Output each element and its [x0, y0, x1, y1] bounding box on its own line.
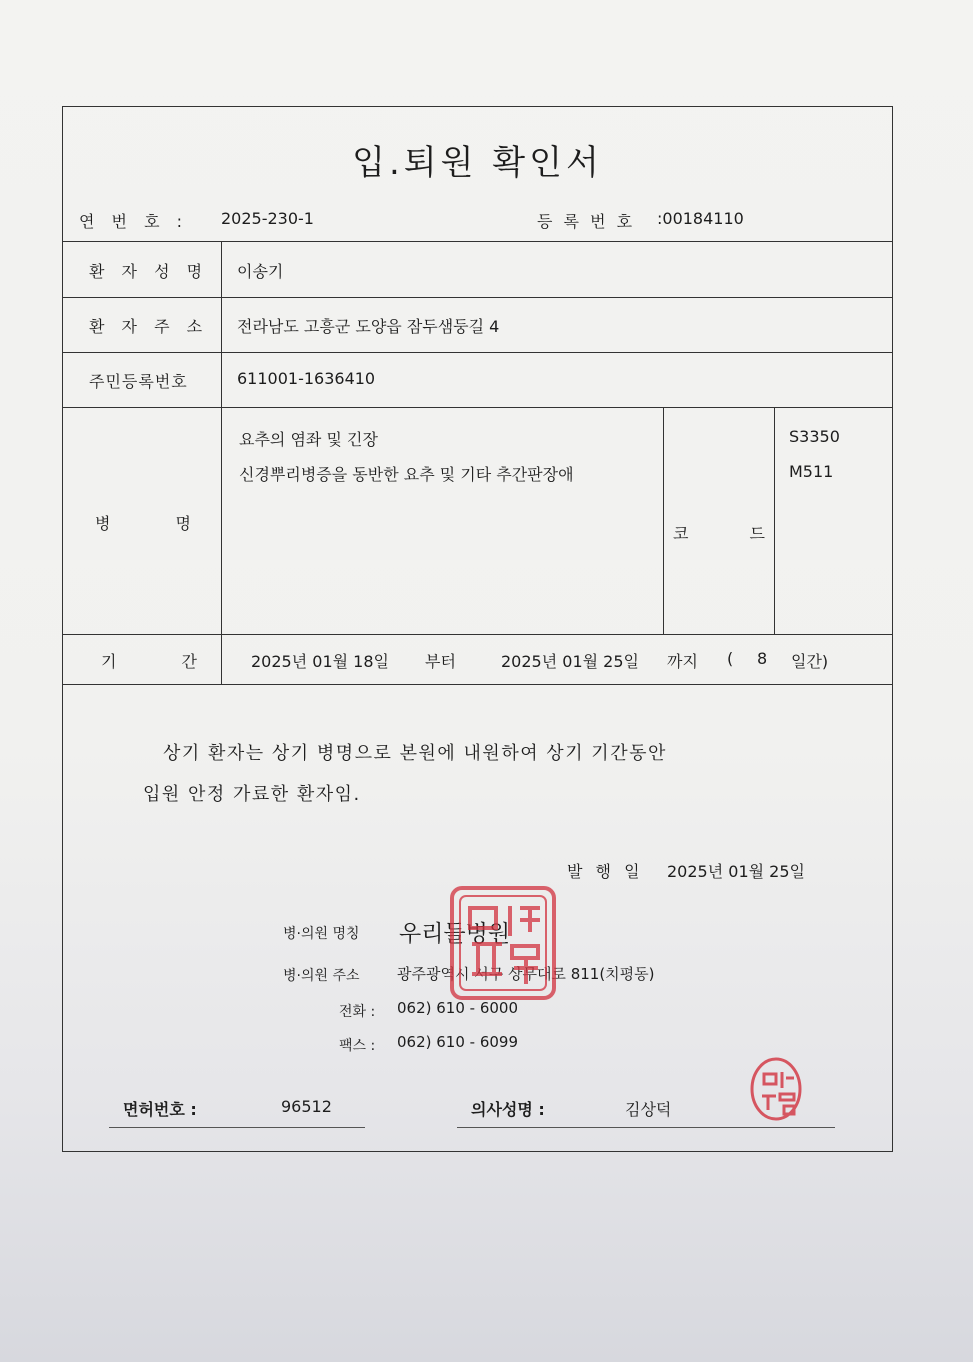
hospital-fax-label: 팩스 : [339, 1038, 376, 1054]
row-rule [63, 297, 892, 298]
license-label: 면허번호 : [123, 1100, 197, 1119]
period-from: 2025년 01월 18일 [251, 652, 389, 671]
license-underline [109, 1127, 365, 1128]
statement-line: 입원 안정 가료한 환자임. [143, 784, 361, 805]
hospital-phone-label: 전화 : [339, 1004, 376, 1020]
row-rule [63, 684, 892, 685]
hospital-name-label: 병·의원 명칭 [283, 926, 360, 942]
period-days-suffix: 일간) [791, 652, 829, 671]
resident-id-label: 주민등록번호 [89, 372, 188, 391]
issue-date-value: 2025년 01월 25일 [667, 862, 805, 881]
patient-name-label: 환 자 성 명 [89, 262, 209, 281]
hospital-seal-icon [448, 884, 558, 1002]
patient-address-value: 전라남도 고흥군 도양읍 잠두샘둥길 4 [237, 317, 500, 336]
hospital-phone: 062) 610 - 6000 [397, 999, 519, 1017]
statement-line: 상기 환자는 상기 병명으로 본원에 내원하여 상기 기간동안 [163, 743, 667, 764]
period-days: 8 [757, 649, 768, 668]
period-from-suffix: 부터 [425, 652, 456, 671]
license-value: 96512 [281, 1097, 332, 1116]
period-to-suffix: 까지 [667, 652, 698, 671]
hospital-address: 광주광역시 서구 상무대로 811(치평동) [397, 965, 655, 983]
registration-label: 등 록 번 호 [537, 212, 636, 231]
patient-address-label: 환 자 주 소 [89, 317, 209, 336]
table-top-rule [63, 241, 892, 242]
period-label: 기 간 [101, 652, 198, 671]
diagnosis-code: M511 [789, 462, 834, 481]
hospital-name: 우리들병원 [399, 921, 511, 947]
doctor-label: 의사성명 : [471, 1100, 545, 1119]
diagnosis-item: 요추의 염좌 및 긴장 [239, 430, 378, 449]
row-rule [63, 352, 892, 353]
row-rule [63, 407, 892, 408]
doctor-value: 김상덕 [625, 1100, 672, 1119]
label-column-rule [221, 241, 222, 684]
code-column-rule [663, 407, 664, 634]
issue-date-label: 발 행 일 [567, 862, 644, 881]
diagnosis-label: 병 명 [95, 514, 192, 533]
resident-id-value: 611001-1636410 [237, 369, 376, 388]
document-title: 입.퇴원 확인서 [352, 143, 603, 183]
hospital-fax: 062) 610 - 6099 [397, 1033, 519, 1051]
period-paren-open: ( [727, 649, 734, 668]
registration-value: :00184110 [657, 209, 744, 228]
diagnosis-code: S3350 [789, 427, 840, 446]
patient-name-value: 이송기 [237, 262, 284, 281]
row-rule [63, 634, 892, 635]
serial-value: 2025-230-1 [221, 209, 314, 228]
doctor-underline [457, 1127, 835, 1128]
hospital-address-label: 병·의원 주소 [283, 968, 360, 984]
period-to: 2025년 01월 25일 [501, 652, 639, 671]
diagnosis-item: 신경뿌리병증을 동반한 요추 및 기타 추간판장애 [239, 465, 574, 484]
code-value-column-rule [774, 407, 775, 634]
code-label: 코 드 [673, 524, 766, 543]
serial-label: 연 번 호 : [79, 212, 189, 231]
doctor-seal-icon [748, 1056, 804, 1122]
